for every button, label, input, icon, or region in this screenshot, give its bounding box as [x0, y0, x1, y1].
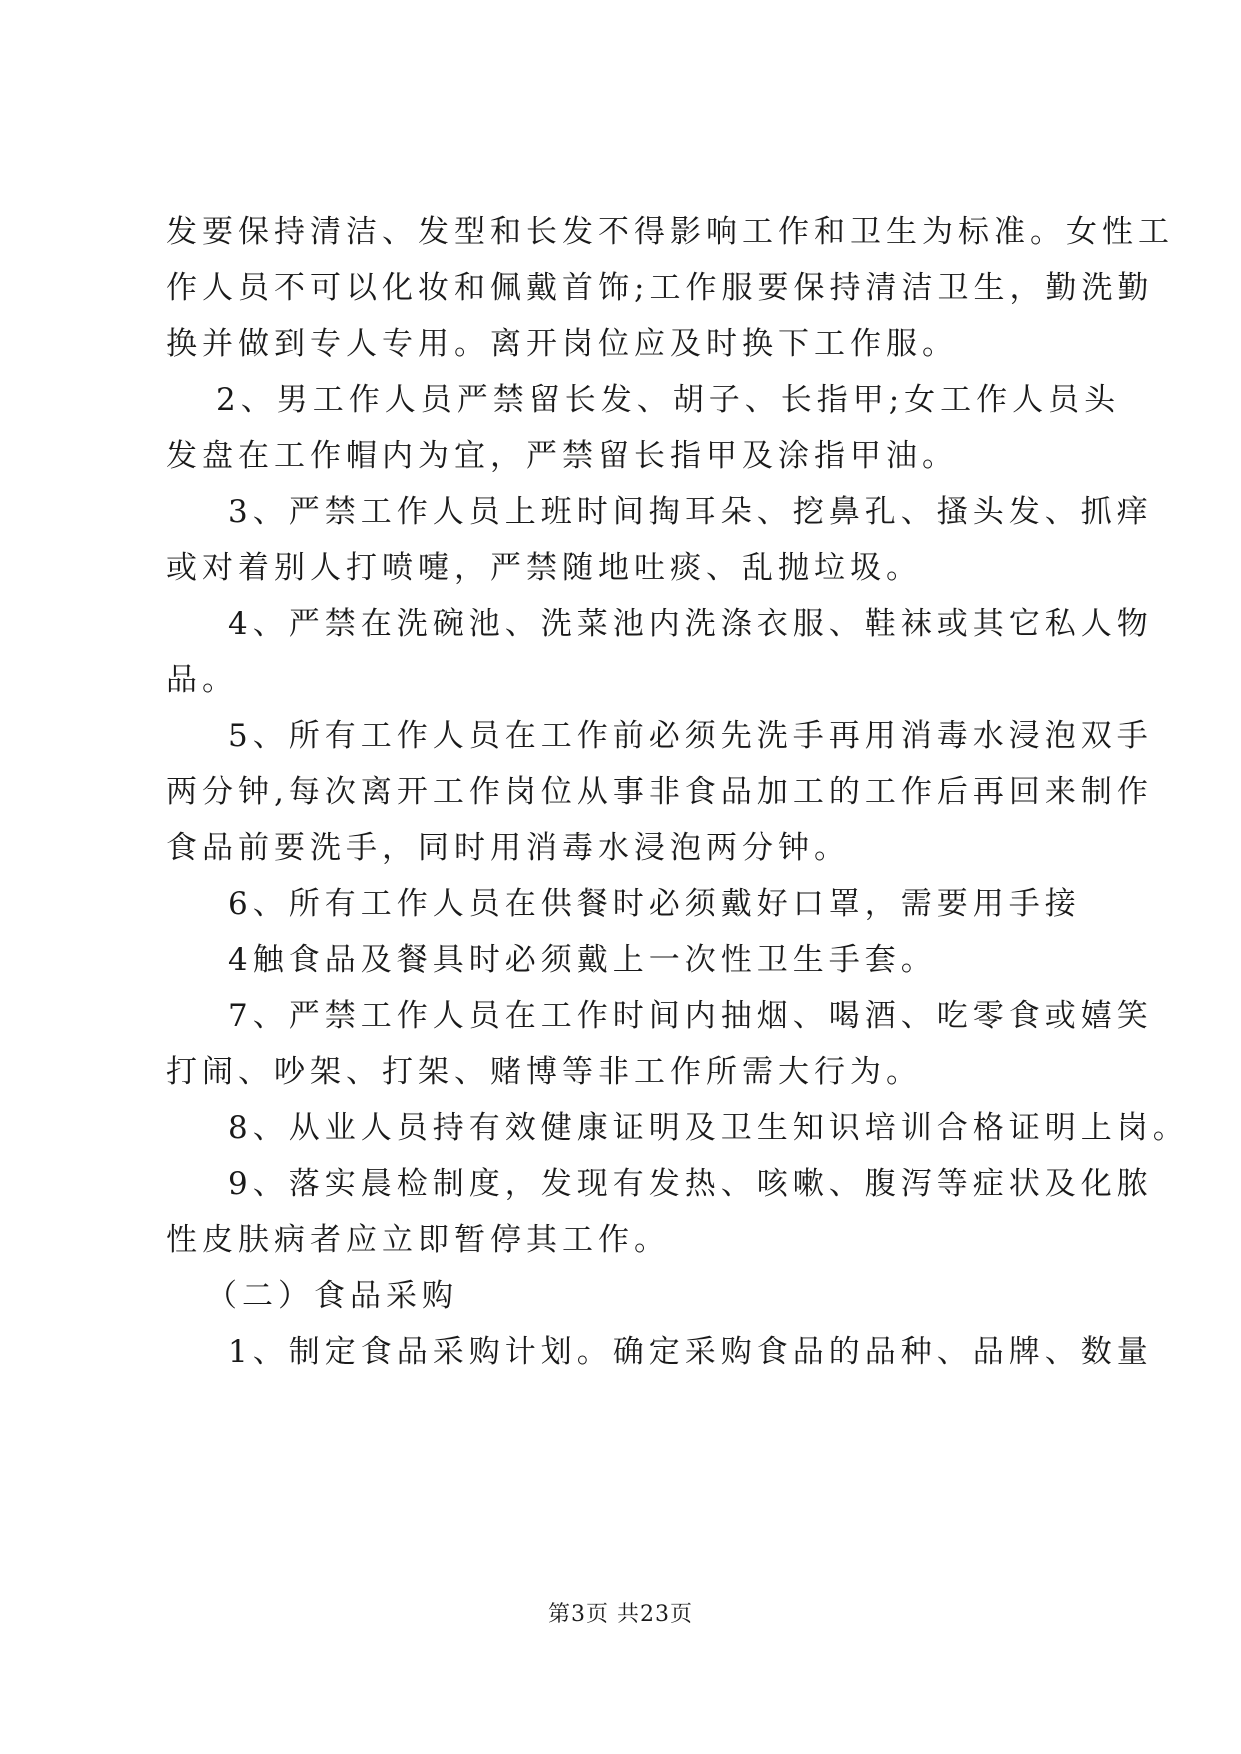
text-line: 7、严禁工作人员在工作时间内抽烟、喝酒、吃零食或嬉笑 [228, 998, 1153, 1034]
text-line: 两分钟,每次离开工作岗位从事非食品加工的工作后再回来制作 [166, 774, 1153, 810]
text-line: 或对着别人打喷嚏，严禁随地吐痰、乱抛垃圾。 [166, 550, 922, 586]
text-line: 5、所有工作人员在工作前必须先洗手再用消毒水浸泡双手 [228, 718, 1153, 754]
text-line: 9、落实晨检制度，发现有发热、咳嗽、腹泻等症状及化脓 [228, 1166, 1153, 1202]
text-line: 食品前要洗手，同时用消毒水浸泡两分钟。 [166, 830, 850, 866]
text-line: 2、男工作人员严禁留长发、胡子、长指甲;女工作人员头 [216, 382, 1121, 418]
text-line: 1、制定食品采购计划。确定采购食品的品种、品牌、数量 [228, 1334, 1153, 1370]
text-line: 6、所有工作人员在供餐时必须戴好口罩，需要用手接 [228, 886, 1081, 922]
text-line: 换并做到专人专用。离开岗位应及时换下工作服。 [166, 326, 958, 362]
text-line: 发盘在工作帽内为宜，严禁留长指甲及涂指甲油。 [166, 438, 958, 474]
text-line: 打闹、吵架、打架、赌博等非工作所需大行为。 [166, 1054, 922, 1090]
text-line: 8、从业人员持有效健康证明及卫生知识培训合格证明上岗。 [228, 1110, 1189, 1146]
text-line: 4触食品及餐具时必须戴上一次性卫生手套。 [228, 942, 937, 978]
text-line: 性皮肤病者应立即暂停其工作。 [166, 1222, 670, 1258]
section-heading: （二）食品采购 [206, 1278, 458, 1314]
page-number-footer: 第3页 共23页 [548, 1602, 693, 1627]
text-line: 作人员不可以化妆和佩戴首饰;工作服要保持清洁卫生，勤洗勤 [166, 270, 1154, 306]
text-line: 3、严禁工作人员上班时间掏耳朵、挖鼻孔、搔头发、抓痒 [228, 494, 1153, 530]
text-line: 发要保持清洁、发型和长发不得影响工作和卫生为标准。女性工 [166, 214, 1174, 250]
text-line: 品。 [166, 662, 238, 698]
text-line: 4、严禁在洗碗池、洗菜池内洗涤衣服、鞋袜或其它私人物 [228, 606, 1153, 642]
